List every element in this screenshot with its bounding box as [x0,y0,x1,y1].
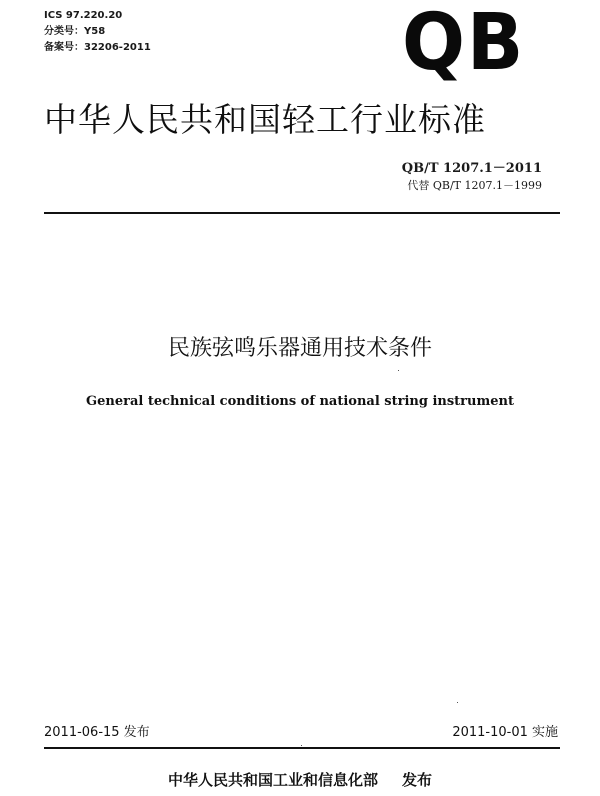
standard-number-block [402,160,542,194]
standard-number: QB/T 1207.1－2011 [401,161,542,176]
publish-date: 2011-06-15 发布 [44,725,150,740]
classification-number: 分类号：Y58 [44,26,106,37]
record-number: 备案号：32206-2011 [44,42,151,53]
ics-code: ICS 97.220.20 [44,10,123,21]
publisher-line [0,770,600,790]
publisher-action: 发布 [402,771,433,789]
top-divider [44,212,560,214]
qb-logo: QB [402,0,526,88]
scan-speck [398,370,399,371]
document-title-chinese: 民族弦鸣乐器通用技术条件 [167,336,432,361]
document-title-english: General technical conditions of national string instrument [86,394,514,409]
bottom-divider [44,747,560,749]
scan-speck [301,745,302,746]
replaces-standard: 代替 QB/T 1207.1－1999 [407,179,542,192]
publisher-name: 中华人民共和国工业和信息化部 [167,771,378,789]
implement-date: 2011-10-01 实施 [452,725,558,740]
metadata-block [44,8,151,56]
standard-title: 中华人民共和国轻工行业标准 [44,100,486,139]
scan-speck [457,702,458,703]
